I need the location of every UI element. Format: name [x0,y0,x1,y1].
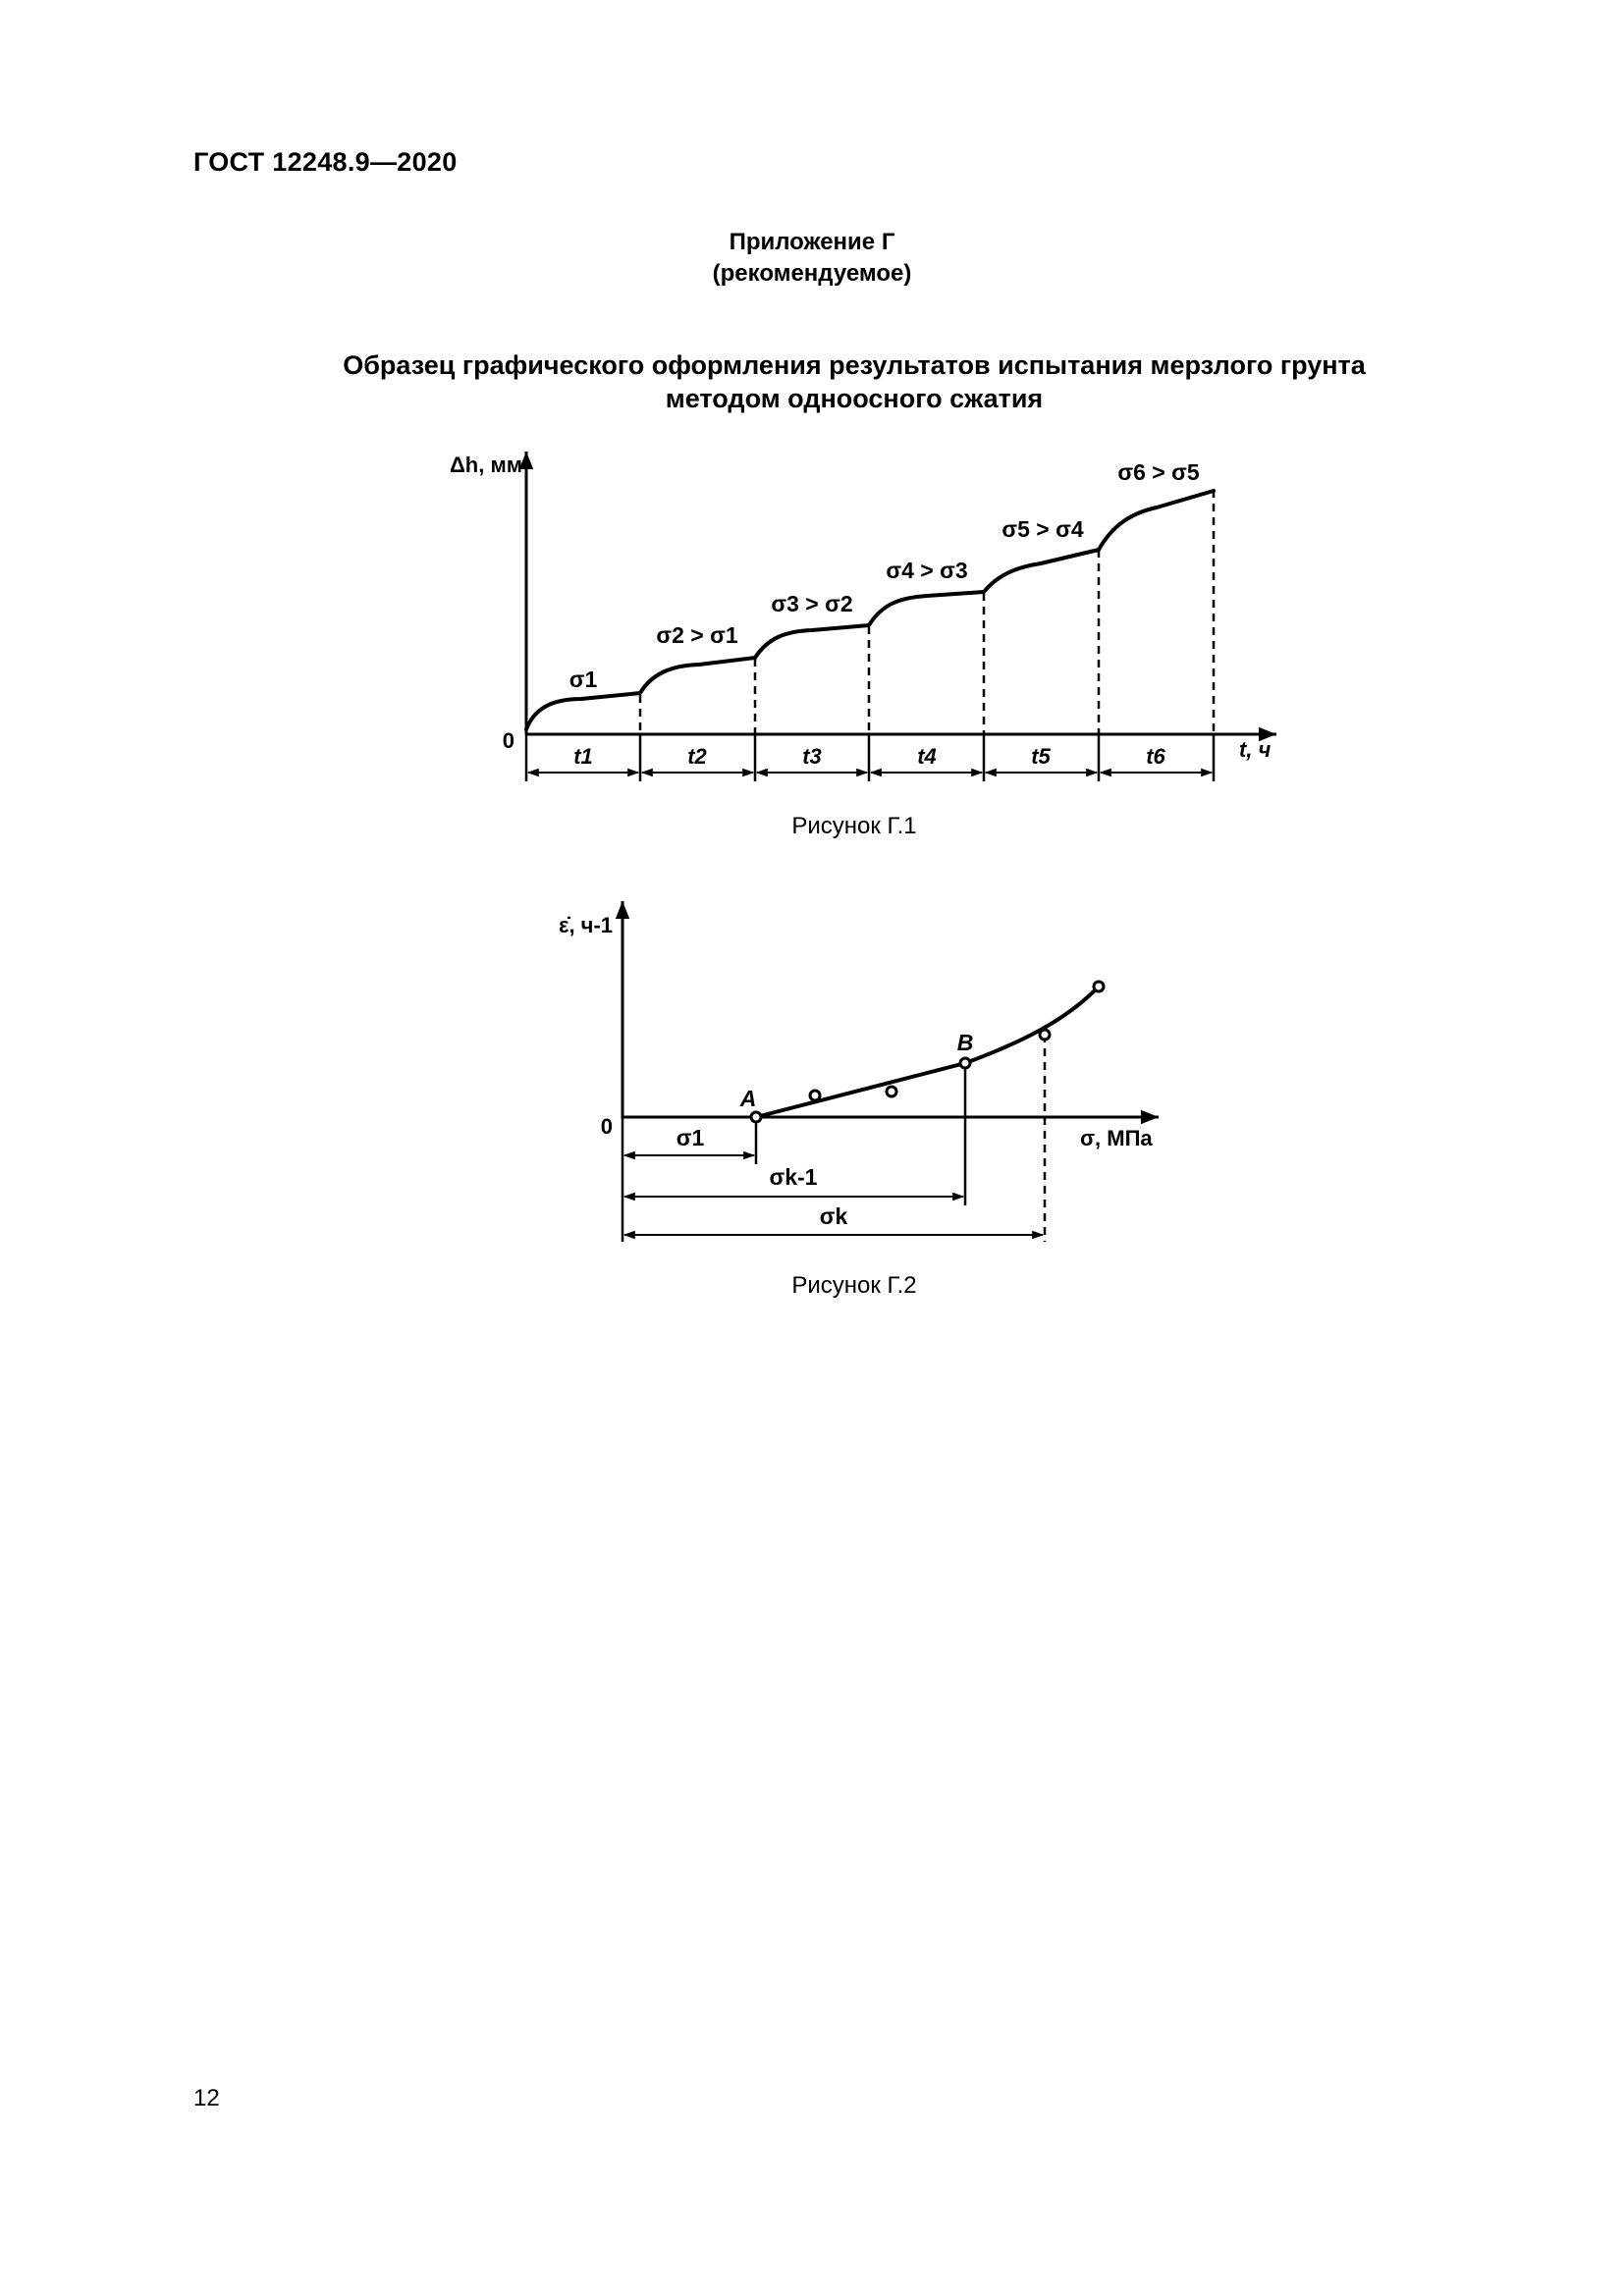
figure2-chart [559,901,1159,1242]
stage-label: σ3 > σ2 [771,591,853,616]
figure2-dimension-labels [677,1125,848,1229]
data-point [887,1087,896,1096]
stage-label: σ1 [568,667,598,692]
figure2-y-axis-label: ε̇, ч-1 [559,913,613,937]
point-b-label: B [956,1030,974,1055]
data-point [751,1112,761,1122]
data-point [1094,982,1104,991]
figure2-origin-label: 0 [600,1114,613,1139]
interval-label: t5 [1031,744,1051,769]
page-number: 12 [193,2085,220,2111]
section-title-line2: методом одноосного сжатия [665,384,1044,413]
figure1-stage-boundaries [640,490,1214,734]
interval-label: t4 [917,744,937,769]
figure1-creep-curve [526,491,1214,729]
figure1-chart [450,452,1276,781]
appendix-title: Приложение Г [729,229,895,255]
appendix-status: (рекомендуемое) [712,260,912,287]
interval-label: t1 [573,744,593,769]
data-point [960,1058,970,1068]
figure1-caption: Рисунок Г.1 [791,813,917,839]
figure1-interval-ticks [526,734,1214,781]
interval-label: t6 [1146,744,1165,769]
document-header: ГОСТ 12248.9—2020 [193,147,458,177]
figure2-caption: Рисунок Г.2 [791,1272,917,1299]
figure2-strain-rate-curve [756,987,1099,1117]
dimension-label: σk [819,1203,848,1229]
interval-label: t2 [687,744,707,769]
section-title-line1: Образец графического оформления результатов испытания мерзлого грунта [343,350,1366,380]
figure1-stage-labels [569,459,1200,692]
interval-label: t3 [802,744,822,769]
figure2-data-points [751,982,1104,1122]
figure2-x-axis-label: σ, МПа [1080,1126,1153,1150]
figure1-y-axis-label: Δh, мм [449,453,522,477]
stage-label: σ6 > σ5 [1117,459,1200,485]
data-point [810,1091,820,1100]
data-point [1040,1030,1050,1040]
figure1-origin-label: 0 [502,728,514,753]
stage-label: σ4 > σ3 [886,558,968,583]
dimension-label: σk-1 [769,1164,818,1190]
point-a-label: A [739,1086,757,1111]
stage-label: σ2 > σ1 [656,622,738,648]
figure1-x-axis-label: t, ч [1239,737,1272,762]
stage-label: σ5 > σ4 [1001,516,1084,542]
dimension-label: σ1 [676,1125,705,1150]
